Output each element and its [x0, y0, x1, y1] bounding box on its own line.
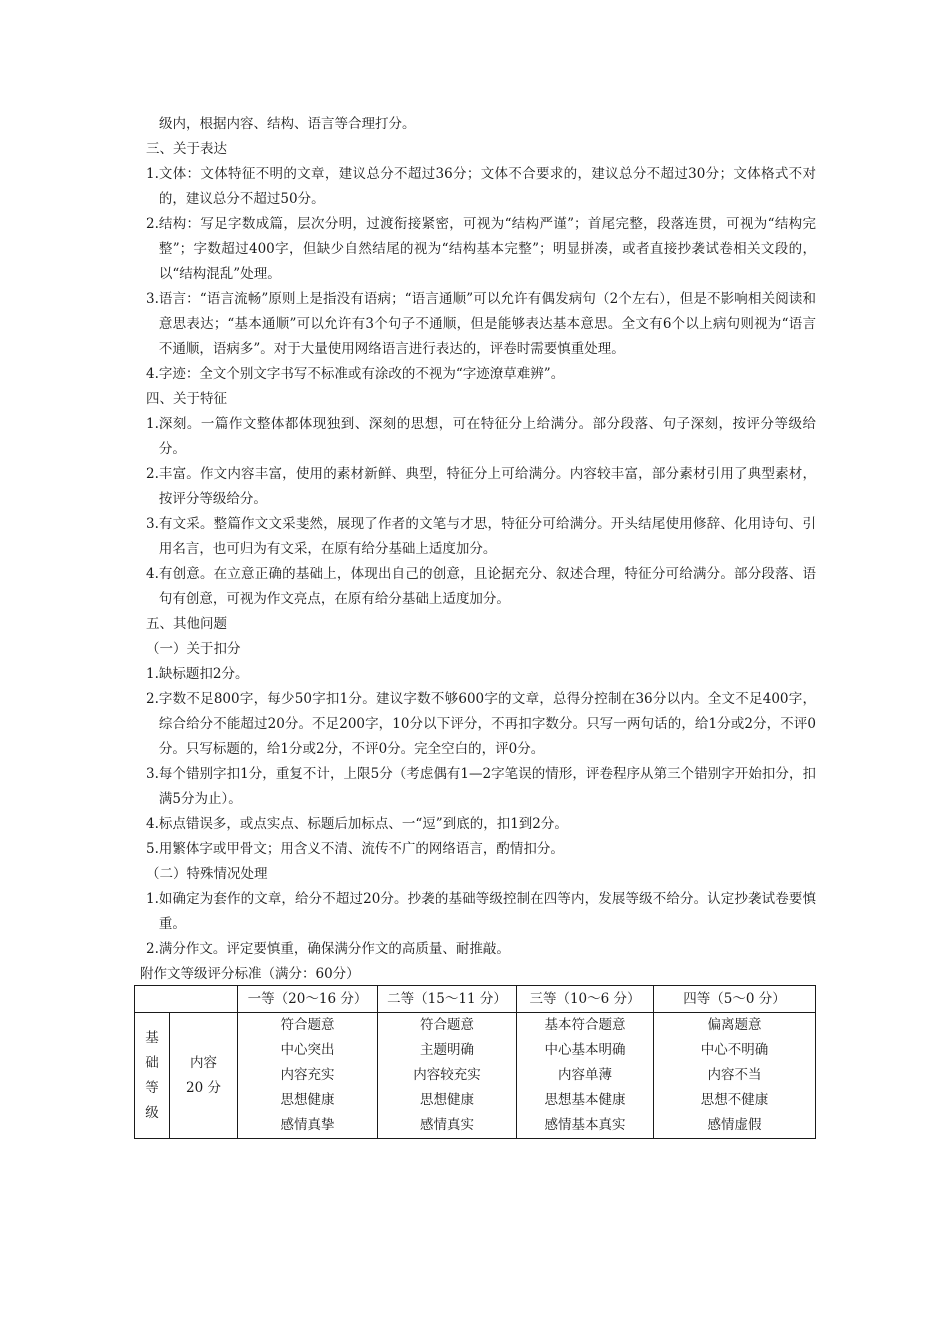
criterion: 内容不当: [707, 1067, 762, 1083]
row-group-label: [135, 1013, 170, 1139]
item-number: 4.: [146, 566, 159, 582]
item-text: 字数不足800字，每少50字扣1分。建议字数不够600字的文章，总得分控制在36分以内。全文不足400字，综合给分不能超过20分。不足200字，10分以下评分，不再扣字数分。只写一两句话的，给1分或2分，不评0分。只写标题的，给1分或2分，不评0分。完全空白的，评0分。: [158, 691, 816, 757]
subsection-2-heading: （二）特殊情况处理: [146, 866, 268, 882]
subsection-2-list: [146, 887, 816, 962]
item-text: 文体：文体特征不明的文章，建议总分不超过36分；文体不合要求的，建议总分不超过30分；文体格式不对的，建议总分不超过50分。: [158, 166, 816, 207]
item-text: 缺标题扣2分。: [158, 666, 249, 682]
section-3-heading: 三、关于表达: [146, 141, 227, 157]
list-item: [146, 687, 816, 762]
list-item: [146, 162, 816, 212]
list-item: [146, 887, 816, 937]
list-item: [146, 662, 816, 687]
list-item: [146, 937, 816, 962]
table-row: [135, 1013, 816, 1139]
subsection-1-list: [146, 662, 816, 862]
criterion: 主题明确: [420, 1042, 474, 1058]
section-4-heading: 四、关于特征: [146, 391, 227, 407]
criterion: 感情真实: [420, 1117, 474, 1133]
table-header-cell: 三等（10～6 分）: [517, 986, 654, 1013]
criterion: 符合题意: [280, 1017, 335, 1033]
row-group-char: 基: [145, 1029, 159, 1046]
document-body: [140, 112, 816, 987]
list-item: [146, 462, 816, 512]
section-5-heading: 五、其他问题: [146, 616, 227, 632]
grade-1-cell: [238, 1013, 378, 1139]
criterion: 内容单薄: [558, 1067, 612, 1083]
table-header-cell: 四等（5～0 分）: [654, 986, 816, 1013]
grade-3-cell: [517, 1013, 654, 1139]
item-number: 4.: [146, 816, 159, 832]
criterion: 中心不明确: [700, 1042, 769, 1058]
row-group-char: 等: [145, 1079, 159, 1096]
criterion: 思想不健康: [700, 1092, 769, 1108]
row-label: [170, 1013, 238, 1139]
criterion: 中心突出: [280, 1042, 335, 1058]
criterion: 感情真挚: [280, 1117, 335, 1133]
criterion: 感情基本真实: [544, 1117, 626, 1133]
item-number: 1.: [146, 666, 159, 682]
criterion: 中心基本明确: [544, 1042, 626, 1058]
table-caption: 附作文等级评分标准（满分：60分）: [140, 966, 360, 982]
item-number: 1.: [146, 416, 159, 432]
list-item: [146, 762, 816, 812]
row-group-char: 础: [145, 1054, 159, 1071]
grade-2-cell: [378, 1013, 517, 1139]
item-text: 字迹：全文个别文字书写不标准或有涂改的不视为“字迹潦草难辨”。: [158, 366, 565, 382]
criterion: 符合题意: [420, 1017, 474, 1033]
criterion: 思想健康: [420, 1092, 474, 1108]
item-text: 如确定为套作的文章，给分不超过20分。抄袭的基础等级控制在四等内，发展等级不给分。认定抄袭试卷要慎重。: [158, 891, 816, 932]
grade-4-cell: [654, 1013, 816, 1139]
row-label-line: 内容: [190, 1054, 217, 1071]
item-number: 3.: [146, 516, 159, 532]
item-text: 结构：写足字数成篇，层次分明，过渡衔接紧密，可视为“结构严谨”；首尾完整，段落连贯，可视为“结构完整”；字数超过400字，但缺少自然结尾的视为“结构基本完整”；明显拼凑，或者直接抄袭试卷相关文段的，以“结构混乱”处理。: [158, 216, 816, 282]
item-number: 2.: [146, 941, 159, 957]
criterion: 感情虚假: [707, 1117, 762, 1133]
table-header-cell: 一等（20～16 分）: [238, 986, 378, 1013]
criterion: 内容充实: [280, 1067, 335, 1083]
item-text: 用繁体字或甲骨文；用含义不清、流传不广的网络语言，酌情扣分。: [158, 841, 564, 857]
row-group-char: 级: [145, 1104, 159, 1121]
lead-line: 级内，根据内容、结构、语言等合理打分。: [159, 116, 416, 132]
item-number: 2.: [146, 691, 159, 707]
item-text: 语言：“语言流畅”原则上是指没有语病；“语言通顺”可以允许有偶发病句（2个左右），但是不影响相关阅读和意思表达；“基本通顺”可以允许有3个句子不通顺，但是能够表达基本意思。全文有6个以上病句则视为“语言不通顺，语病多”。对于大量使用网络语言进行表达的，评卷时需要慎重处理。: [158, 291, 816, 357]
section-4-list: [146, 412, 816, 612]
list-item: [146, 287, 816, 362]
criterion: 偏离题意: [707, 1017, 762, 1033]
item-number: 1.: [146, 166, 159, 182]
item-number: 1.: [146, 891, 159, 907]
criterion: 基本符合题意: [544, 1017, 626, 1033]
table-header-row: [135, 986, 816, 1013]
list-item: [146, 512, 816, 562]
item-text: 标点错误多，或点实点、标题后加标点、一“逗”到底的，扣1到2分。: [158, 816, 568, 832]
item-text: 有创意。在立意正确的基础上，体现出自己的创意，且论据充分、叙述合理，特征分可给满分。部分段落、语句有创意，可视为作文亮点，在原有给分基础上适度加分。: [158, 566, 816, 607]
list-item: [146, 812, 816, 837]
item-text: 满分作文。评定要慎重，确保满分作文的高质量、耐推敲。: [158, 941, 510, 957]
criterion: 思想基本健康: [544, 1092, 626, 1108]
criterion: 思想健康: [280, 1092, 335, 1108]
list-item: [146, 412, 816, 462]
item-number: 5.: [146, 841, 159, 857]
section-3-list: [146, 162, 816, 387]
item-number: 3.: [146, 766, 159, 782]
row-label-line: 20 分: [186, 1079, 221, 1096]
item-number: 2.: [146, 216, 159, 232]
list-item: [146, 837, 816, 862]
criterion: 内容较充实: [413, 1067, 481, 1083]
table-corner-cell: [135, 986, 238, 1013]
item-text: 丰富。作文内容丰富，使用的素材新鲜、典型，特征分上可给满分。内容较丰富，部分素材引用了典型素材，按评分等级给分。: [158, 466, 816, 507]
list-item: [146, 362, 816, 387]
list-item: [146, 562, 816, 612]
table-header-cell: 二等（15～11 分）: [378, 986, 517, 1013]
item-text: 每个错别字扣1分，重复不计，上限5分（考虑偶有1—2字笔误的情形，评卷程序从第三个错别字开始扣分，扣满5分为止）。: [158, 766, 816, 807]
item-number: 2.: [146, 466, 159, 482]
list-item: [146, 212, 816, 287]
rubric-table: [134, 985, 816, 1139]
item-number: 4.: [146, 366, 159, 382]
item-text: 深刻。一篇作文整体都体现独到、深刻的思想，可在特征分上给满分。部分段落、句子深刻，按评分等级给分。: [158, 416, 816, 457]
item-number: 3.: [146, 291, 159, 307]
subsection-1-heading: （一）关于扣分: [146, 641, 241, 657]
item-text: 有文采。整篇作文文采斐然，展现了作者的文笔与才思，特征分可给满分。开头结尾使用修辞、化用诗句、引用名言，也可归为有文采，在原有给分基础上适度加分。: [158, 516, 816, 557]
